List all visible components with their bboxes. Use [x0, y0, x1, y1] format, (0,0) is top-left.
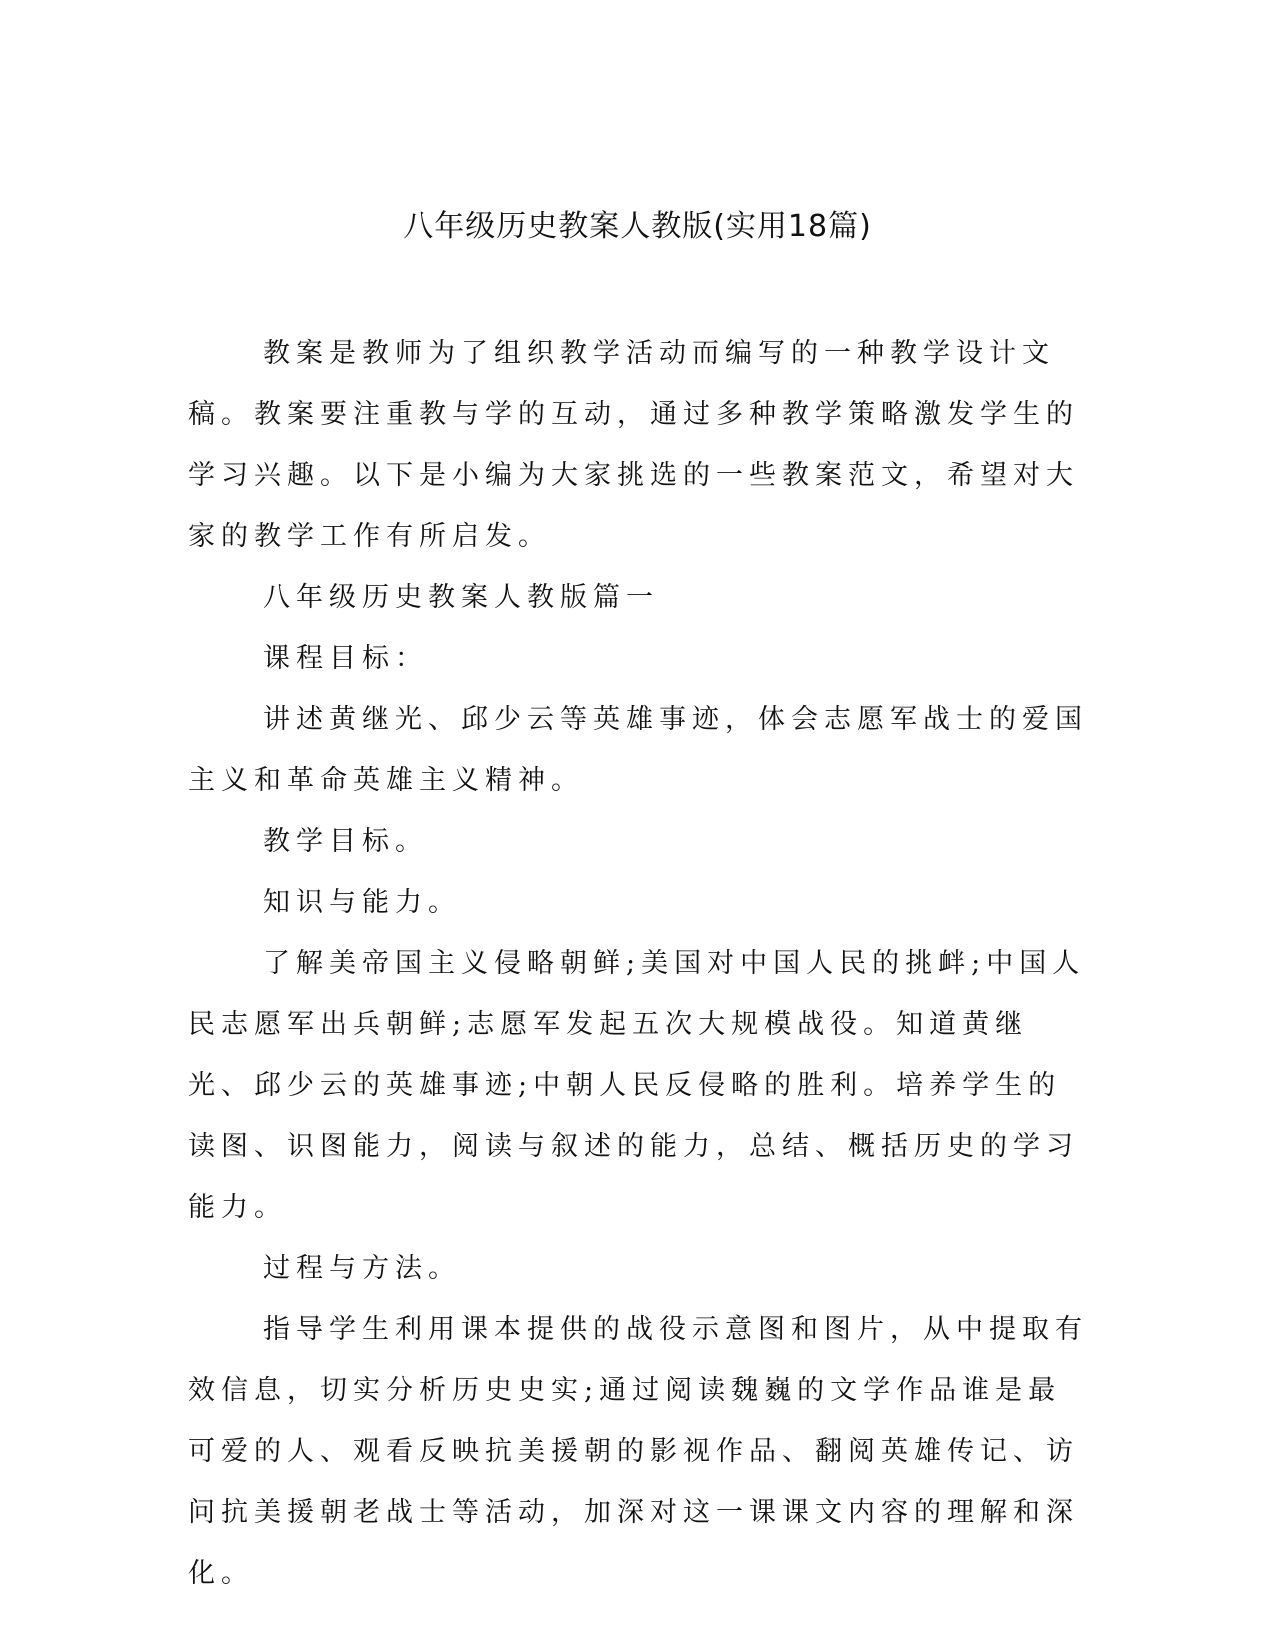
process-method-label: 过程与方法。 — [263, 1253, 461, 1284]
document-title: 八年级历史教案人教版(实用18篇) — [403, 209, 872, 244]
course-goal-label: 课程目标： — [263, 643, 428, 674]
course-goal-text: 讲述黄继光、邱少云等英雄事迹，体会志愿军战士的爱国主义和革命英雄主义精神。 — [188, 704, 1088, 796]
intro-paragraph: 教案是教师为了组织教学活动而编写的一种教学设计文稿。教案要注重教与学的互动，通过多种教学策略激发学生的学习兴趣。以下是小编为大家挑选的一些教案范文，希望对大家的教学工作有所启发。 — [188, 338, 1079, 552]
knowledge-ability-text: 了解美帝国主义侵略朝鲜;美国对中国人民的挑衅;中国人民志愿军出兵朝鲜;志愿军发起五次大规模战役。知道黄继光、邱少云的英雄事迹;中朝人民反侵略的胜利。培养学生的读图、识图能力，阅读与叙述的能力，总结、概括历史的学习能力。 — [188, 948, 1086, 1223]
section-heading: 八年级历史教案人教版篇一 — [263, 582, 659, 613]
knowledge-ability-label: 知识与能力。 — [263, 887, 461, 918]
teaching-goal-label: 教学目标。 — [263, 826, 428, 857]
document-body — [188, 323, 1088, 1604]
process-method-text: 指导学生利用课本提供的战役示意图和图片，从中提取有效信息，切实分析历史史实;通过阅读魏巍的文学作品谁是最可爱的人、观看反映抗美援朝的影视作品、翻阅英雄传记、访问抗美援朝老战士等活动，加深对这一课课文内容的理解和深化。 — [188, 1314, 1088, 1589]
